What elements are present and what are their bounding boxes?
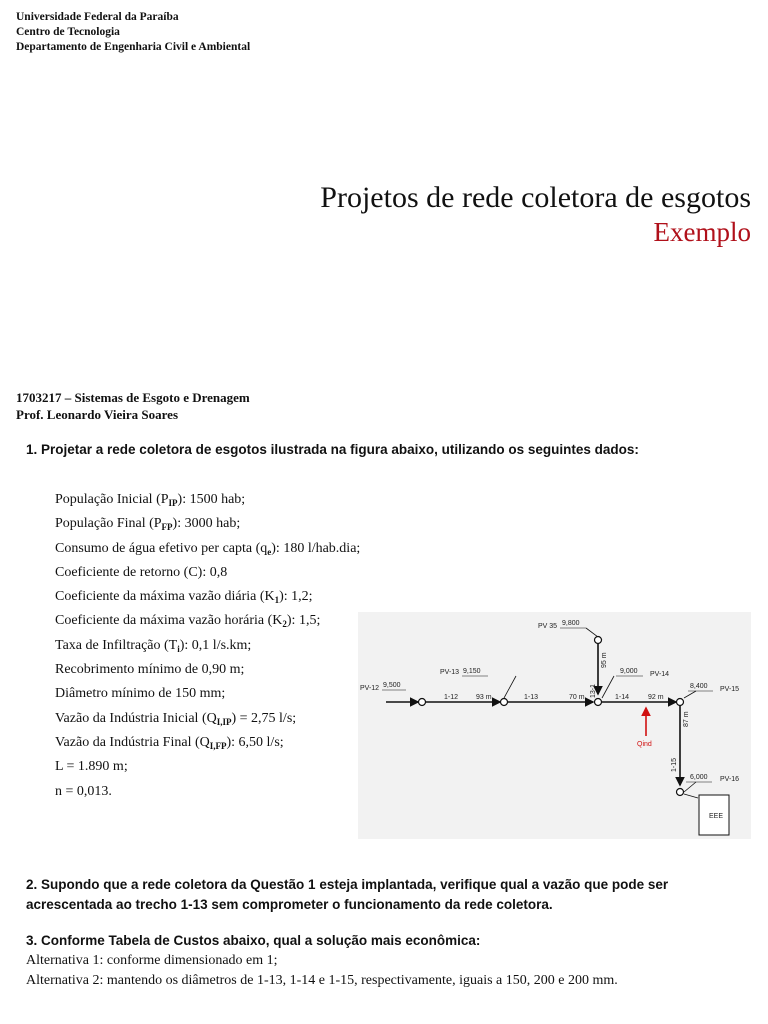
- pv13-label: PV-13: [440, 669, 460, 676]
- segment-1-12-label: 1-12: [444, 694, 459, 701]
- industry-flow-label: Qind: [637, 741, 652, 748]
- department-name: Departamento de Engenharia Civil e Ambiental: [16, 41, 251, 53]
- professor-name: Prof. Leonardo Vieira Soares: [16, 407, 179, 422]
- segment-13-1-length: 95 m: [601, 652, 608, 668]
- manhole-node: [419, 699, 426, 706]
- param-item: População Final $(P_{FP})$: 3000 hab;: [55, 516, 241, 533]
- segment-1-15-label: 1-15: [671, 757, 678, 772]
- pv13-value: 9,150: [463, 668, 481, 675]
- center-name: Centro de Tecnologia: [16, 26, 120, 38]
- institution-header: [16, 10, 250, 55]
- manhole-node: [595, 699, 602, 706]
- segment-13-1-label: 13-1: [590, 683, 597, 698]
- pv12-value: 9,500: [383, 682, 401, 689]
- pv12-label: PV-12: [360, 685, 380, 692]
- lateral-pv15: [684, 691, 696, 698]
- param-item: Vazão da Indústria Final $(Q_{I,FP})$: 6,50 l/s;: [55, 734, 284, 751]
- param-item: Recobrimento mínimo de 0,90 m;: [55, 662, 245, 678]
- lateral-pv13: [504, 676, 516, 698]
- pv15-value: 8,400: [690, 683, 708, 690]
- course-info: [16, 389, 250, 423]
- question-3: 3. Conforme Tabela de Custos abaixo, qual a solução mais econômica:: [26, 933, 481, 948]
- pv16-value: 6,000: [690, 774, 708, 781]
- param-item: População Inicial $(P_{IP})$: 1500 hab;: [55, 492, 246, 508]
- segment-1-13-length: 70 m: [569, 694, 585, 701]
- pv16-label: PV-16: [720, 776, 740, 783]
- segment-1-14-length: 92 m: [648, 694, 664, 701]
- pv15-label: PV-15: [720, 686, 740, 693]
- param-item: Coeficiente de retorno (C): 0,8: [55, 564, 228, 580]
- document-title: [320, 180, 751, 248]
- university-name: Universidade Federal da Paraíba: [16, 11, 179, 23]
- question-1: 1. Projetar a rede coletora de esgotos ilustrada na figura abaixo, utilizando os seguintes dados:: [26, 442, 639, 457]
- param-item: L = 1.890 m;: [55, 759, 128, 775]
- pv14-value: 9,000: [620, 668, 638, 675]
- param-item: Vazão da Indústria Inicial $(Q_{I,IP}) = 2,75$ l/s;: [55, 710, 297, 727]
- parameter-list: [55, 488, 360, 804]
- lateral-pv14: [602, 676, 614, 698]
- pv14-label: PV-14: [650, 671, 670, 678]
- segment-1-13-label: 1-13: [524, 694, 539, 701]
- sewer-network-diagram: [358, 612, 751, 839]
- segment-1-14-label: 1-14: [615, 694, 630, 701]
- manhole-node: [595, 637, 602, 644]
- page-subtitle: Exemplo: [653, 217, 751, 247]
- param-item: Diâmetro mínimo de 150 mm;: [55, 686, 226, 702]
- network-svg: [358, 612, 751, 839]
- course-code-name: 1703217 – Sistemas de Esgoto e Drenagem: [16, 390, 250, 405]
- manhole-node: [677, 789, 684, 796]
- manhole-node: [677, 699, 684, 706]
- param-item: n = 0,013.: [55, 783, 112, 799]
- lateral-pv16: [684, 782, 696, 792]
- alternatives: [26, 951, 618, 991]
- segment-1-15-length: 87 m: [683, 711, 690, 727]
- alternative-2: Alternativa 2: mantendo os diâmetros de 1-13, 1-14 e 1-15, respectivamente, iguais a 150, 200 e 200 mm.: [26, 973, 618, 988]
- param-item: Coeficiente da máxima vazão diária $(K_1)$: 1,2;: [55, 589, 313, 606]
- segment-1-12-length: 93 m: [476, 694, 492, 701]
- question-2: 2. Supondo que a rede coletora da Questão 1 esteja implantada, verifique qual a vazão que pode ser acrescentada ao trecho 1-13 sem comprometer o funcionamento da rede coletora.: [26, 877, 669, 912]
- param-item: Taxa de Infiltração $(T_i)$: 0,1 l/s.km;: [55, 637, 252, 654]
- alternative-1: Alternativa 1: conforme dimensionado em 1;: [26, 953, 278, 968]
- manhole-node: [501, 699, 508, 706]
- pump-station-label: EEE: [709, 813, 724, 820]
- param-item: Coeficiente da máxima vazão horária $(K_2)$: 1,5;: [55, 613, 321, 630]
- pv35-value: 9,800: [562, 620, 580, 627]
- param-item: Consumo de água efetivo per capta $(q_e)$: 180 l/hab.dia;: [55, 540, 361, 557]
- pv35-label: PV 35: [538, 623, 558, 630]
- page-title: Projetos de rede coletora de esgotos: [320, 181, 751, 214]
